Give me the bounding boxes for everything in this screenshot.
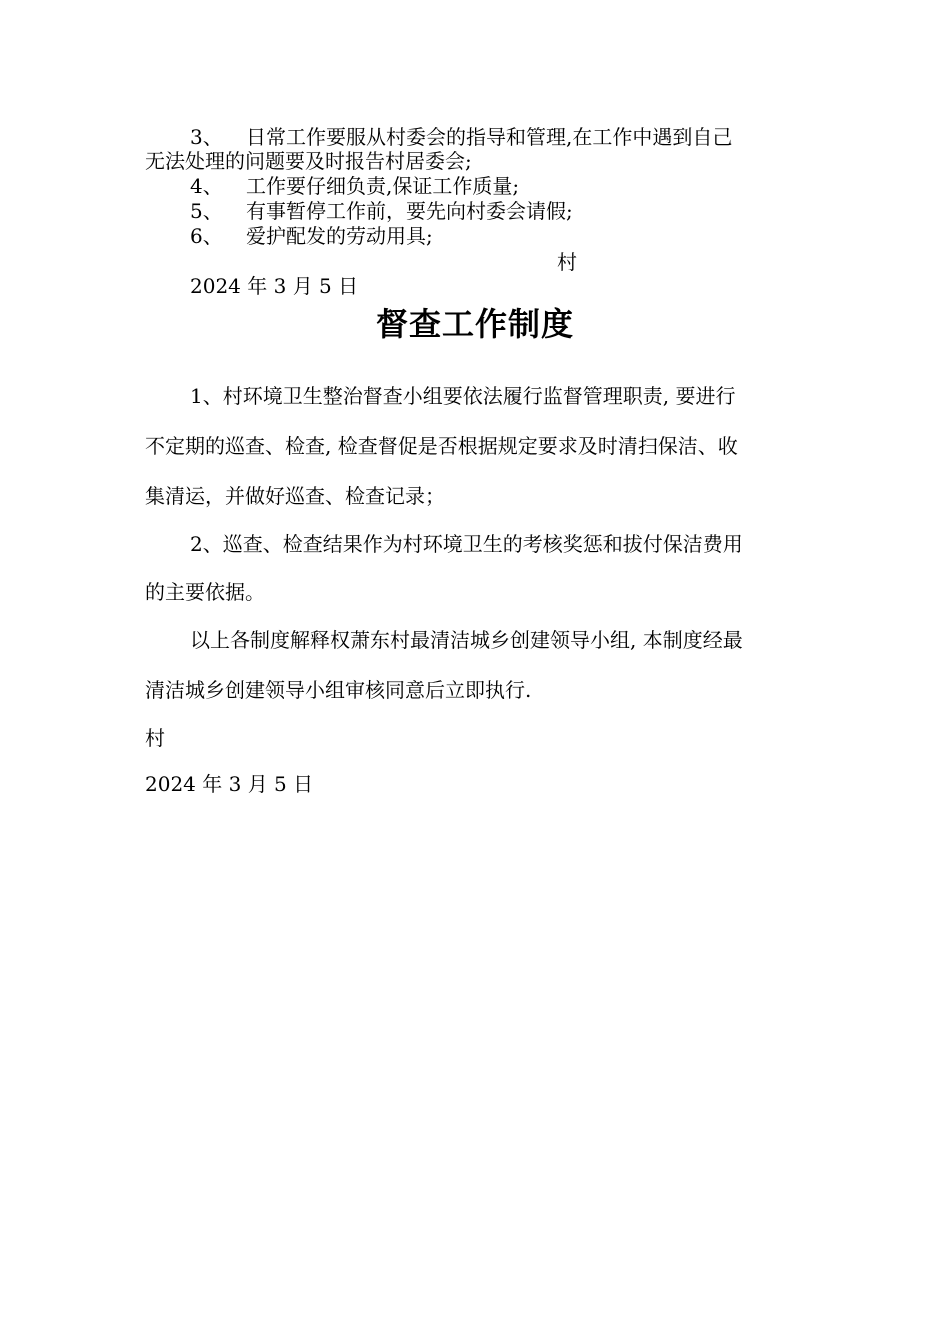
list-item-text: 工作要仔细负责,保证工作质量;	[246, 174, 520, 198]
list-item-number: 6、	[190, 224, 223, 248]
paragraph-line: 2、巡查、检查结果作为村环境卫生的考核奖惩和拔付保洁费用	[190, 532, 743, 556]
paragraph-line: 以上各制度解释权萧东村最清洁城乡创建领导小组, 本制度经最	[190, 628, 743, 652]
signature-date: 2024 年 3 月 5 日	[190, 274, 359, 298]
section-title: 督查工作制度	[375, 305, 574, 343]
paragraph-line: 不定期的巡查、检查, 检查督促是否根据规定要求及时清扫保洁、收	[145, 434, 738, 458]
list-item-text: 爱护配发的劳动用具;	[246, 224, 433, 248]
list-item-number: 3、	[190, 125, 223, 149]
paragraph-line: 1、村环境卫生整治督查小组要依法履行监督管理职责, 要进行	[190, 384, 736, 408]
list-item-number: 5、	[190, 199, 223, 223]
list-item-text: 日常工作要服从村委会的指导和管理,在工作中遇到自己	[246, 125, 733, 149]
list-item-number: 4、	[190, 174, 223, 198]
list-item-text: 有事暂停工作前，要先向村委会请假;	[246, 199, 573, 223]
signature-village: 村	[557, 250, 577, 274]
signature-village: 村	[145, 726, 165, 750]
paragraph-line: 清洁城乡创建领导小组审核同意后立即执行.	[145, 678, 532, 702]
paragraph-line: 集清运，并做好巡查、检查记录；	[145, 484, 445, 508]
list-item-text-continued: 无法处理的问题要及时报告村居委会;	[145, 149, 472, 173]
paragraph-line: 的主要依据。	[145, 580, 265, 604]
signature-date: 2024 年 3 月 5 日	[145, 772, 314, 796]
